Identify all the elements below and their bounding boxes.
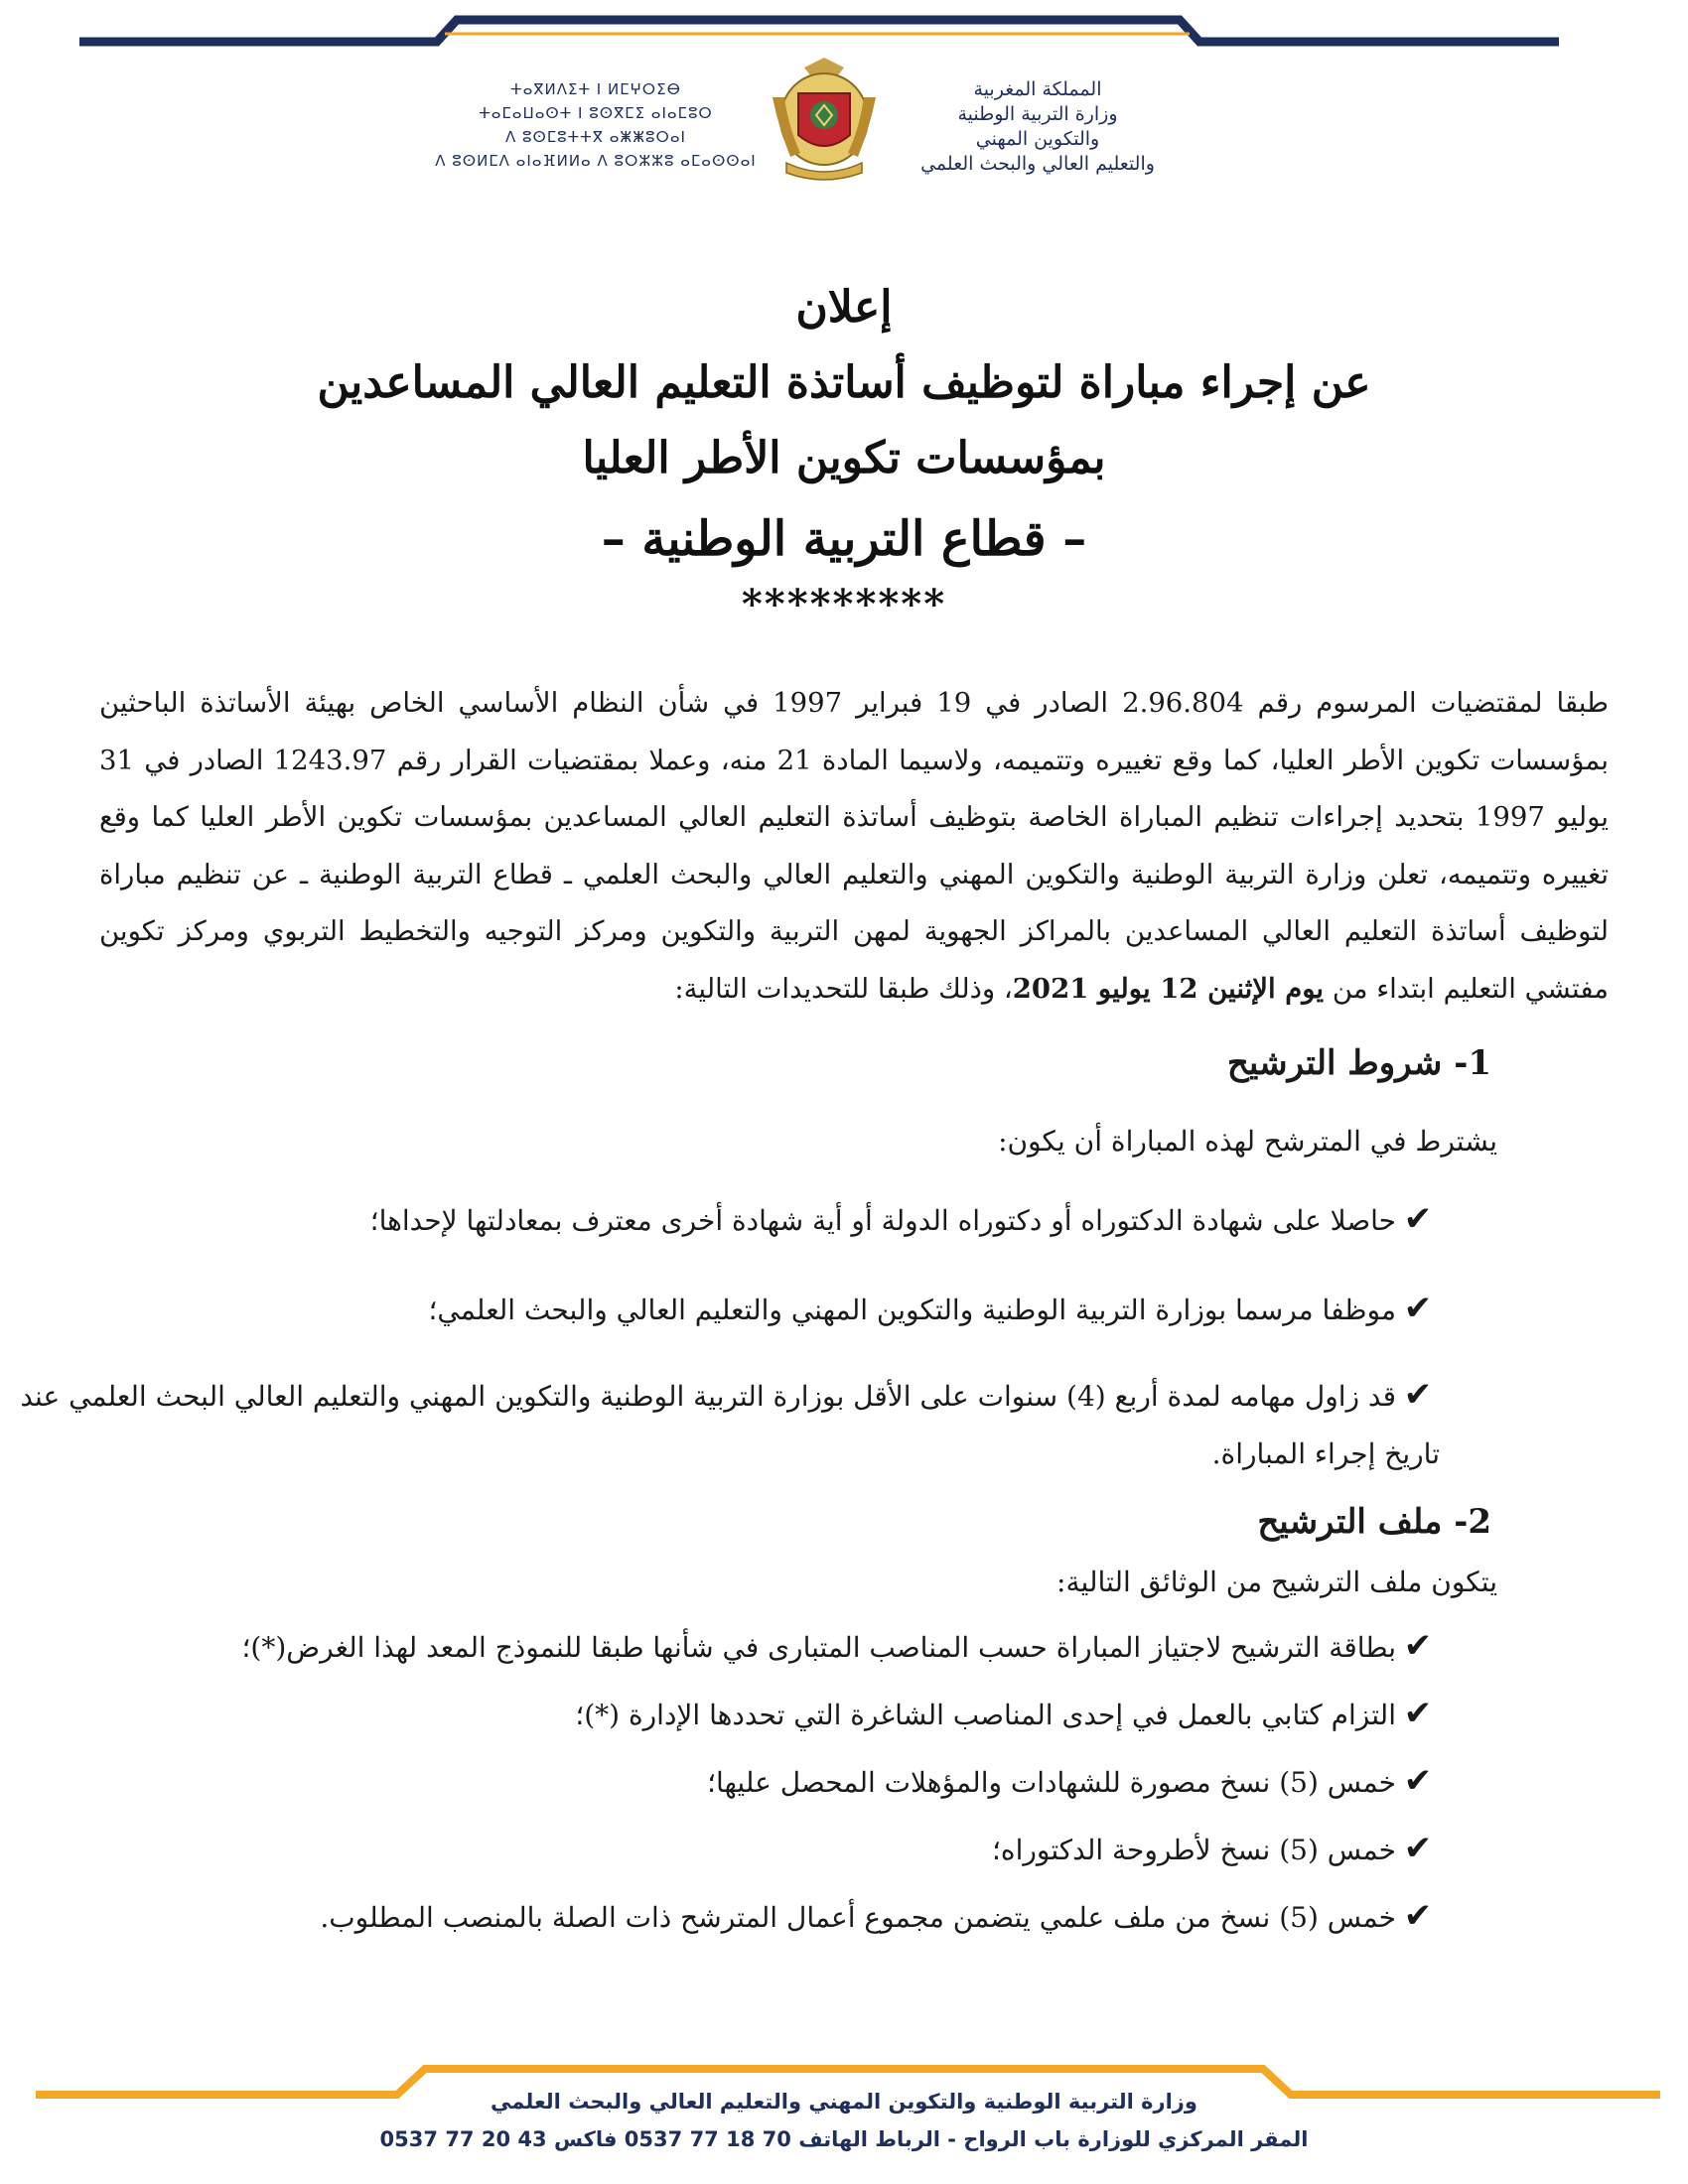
header-right-line: والتكوين المهني bbox=[975, 128, 1100, 150]
ministry-name-arabic bbox=[874, 77, 1201, 177]
header-right-line: والتعليم العالي والبحث العلمي bbox=[920, 153, 1155, 175]
condition-item bbox=[0, 1366, 1440, 1483]
header-right-line: وزارة التربية الوطنية bbox=[957, 103, 1118, 125]
announcement-title bbox=[298, 270, 1390, 627]
section-1-title: 1- شروط الترشيح bbox=[1226, 1043, 1491, 1083]
intro-text-part2: ، وذلك طبقا للتحديدات التالية: bbox=[674, 972, 1013, 1005]
title-separator-stars: ********* bbox=[741, 581, 947, 627]
intro-date: يوم الإثنين 12 يوليو 2021 bbox=[1012, 972, 1325, 1005]
coat-of-arms-emblem bbox=[765, 58, 884, 187]
title-line-institutions: بمؤسسات تكوين الأطر العليا bbox=[582, 433, 1106, 483]
condition-item bbox=[149, 1279, 1440, 1340]
document-text: بطاقة الترشيح لاجتياز المباراة حسب المناصب المتبارى في شأنها طبقا للنموذج المعد لهذا الغرض(*)؛ bbox=[241, 1631, 1396, 1664]
document-item bbox=[149, 1886, 1440, 1948]
section-2-intro: يتكون ملف الترشيح من الوثائق التالية: bbox=[1056, 1566, 1497, 1598]
document-item bbox=[149, 1616, 1440, 1678]
checkmark-icon: ✔ bbox=[1403, 1896, 1433, 1936]
condition-text: حاصلا على شهادة الدكتوراه أو دكتوراه الدولة أو أية شهادة أخرى معترف بمعادلتها لإحداها؛ bbox=[369, 1204, 1396, 1237]
header-left-line: ⴷ ⵓⵙⵎⵓⵜⵜⴳ ⴰⵥⵥⵓⵔⴰⵏ bbox=[505, 128, 686, 146]
condition-text: قد زاول مهامه لمدة أربع (4) سنوات على الأقل بوزارة التربية الوطنية والتكوين المهني والتعليم العالي البحث العلمي عند تاريخ إجراء المباراة. bbox=[20, 1380, 1440, 1470]
section-2-title: 2- ملف الترشيح bbox=[1257, 1502, 1491, 1542]
title-line-sector: – قطاع التربية الوطنية – bbox=[601, 511, 1087, 567]
document-item bbox=[149, 1684, 1440, 1745]
checkmark-icon: ✔ bbox=[1403, 1694, 1433, 1733]
footer-contact: المقر المركزي للوزارة باب الرواح - الرباط الهاتف 70 18 77 0537 فاكس 43 20 77 0537 bbox=[379, 2127, 1309, 2151]
footer-ministry-name: وزارة التربية الوطنية والتكوين المهني والتعليم العالي والبحث العلمي bbox=[491, 2090, 1197, 2114]
checkmark-icon: ✔ bbox=[1403, 1375, 1433, 1415]
header-right-line: المملكة المغربية bbox=[973, 78, 1102, 100]
document-text: التزام كتابي بالعمل في إحدى المناصب الشاغرة التي تحددها الإدارة (*)؛ bbox=[575, 1699, 1396, 1731]
intro-paragraph bbox=[99, 675, 1609, 1018]
document-text: خمس (5) نسخ من ملف علمي يتضمن مجموع أعمال المترشح ذات الصلة بالمنصب المطلوب. bbox=[320, 1901, 1396, 1934]
intro-text-part1: طبقا لمقتضيات المرسوم رقم 2.96.804 الصادر في 19 فبراير 1997 في شأن النظام الأساسي الخاص بهيئة الأساتذة الباحثين بمؤسسات تكوين الأطر العليا، كما وقع تغييره وتتميمه، ولاسيما المادة 21 منه، وعملا بمقتضيات القرار رقم 1243.97 الصادر في 31 يوليو 1997 بتحديد إجراءات تنظيم المباراة الخاصة بتوظيف أساتذة التعليم العالي المساعدين بمؤسسات تكوين الأطر العليا كما وقع تغييره وتتميمه، تعلن وزارة التربية الوطنية والتكوين المهني والتعليم العالي والبحث العلمي ـ قطاع التربية الوطنية ـ عن تنظيم مباراة لتوظيف أساتذة التعليم العالي المساعدين بالمراكز الجهوية لمهن التربية والتكوين ومركز التوجيه والتخطيط التربوي ومركز تكوين مفتشي التعليم ابتداء من bbox=[99, 687, 1609, 1005]
section-1-intro: يشترط في المترشح لهذه المباراة أن يكون: bbox=[998, 1125, 1497, 1158]
header-left-line: ⵜⴰⵎⴰⵡⴰⵙⵜ ⵏ ⵓⵙⴳⵎⵉ ⴰⵏⴰⵎⵓⵔ bbox=[479, 104, 713, 122]
document-text: خمس (5) نسخ مصورة للشهادات والمؤهلات المحصل عليها؛ bbox=[707, 1766, 1396, 1799]
document-item bbox=[149, 1751, 1440, 1813]
checkmark-icon: ✔ bbox=[1403, 1626, 1433, 1666]
checkmark-icon: ✔ bbox=[1403, 1289, 1433, 1328]
top-header-band bbox=[0, 0, 1688, 60]
checkmark-icon: ✔ bbox=[1403, 1199, 1433, 1239]
footer bbox=[348, 2083, 1340, 2158]
checkmark-icon: ✔ bbox=[1403, 1829, 1433, 1868]
document-item bbox=[149, 1819, 1440, 1880]
condition-text: موظفا مرسما بوزارة التربية الوطنية والتكوين المهني والتعليم العالي والبحث العلمي؛ bbox=[428, 1294, 1396, 1326]
title-line-subject: عن إجراء مباراة لتوظيف أساتذة التعليم العالي المساعدين bbox=[317, 357, 1371, 408]
header-left-line: ⵜⴰⴳⵍⴷⵉⵜ ⵏ ⵍⵎⵖⵔⵉⴱ bbox=[510, 80, 681, 98]
ministry-name-tifinagh bbox=[417, 77, 774, 173]
title-line-announcement: إعلان bbox=[795, 282, 893, 333]
document-text: خمس (5) نسخ لأطروحة الدكتوراه؛ bbox=[992, 1834, 1396, 1866]
header-left-line: ⴷ ⵓⵙⵍⵎⴷ ⴰⵏⴰⴼⵍⵍⴰ ⴷ ⵓⵔⵣⵣⵓ ⴰⵎⴰⵙⵙⴰⵏ bbox=[435, 152, 757, 170]
checkmark-icon: ✔ bbox=[1403, 1761, 1433, 1801]
condition-item bbox=[149, 1189, 1440, 1251]
